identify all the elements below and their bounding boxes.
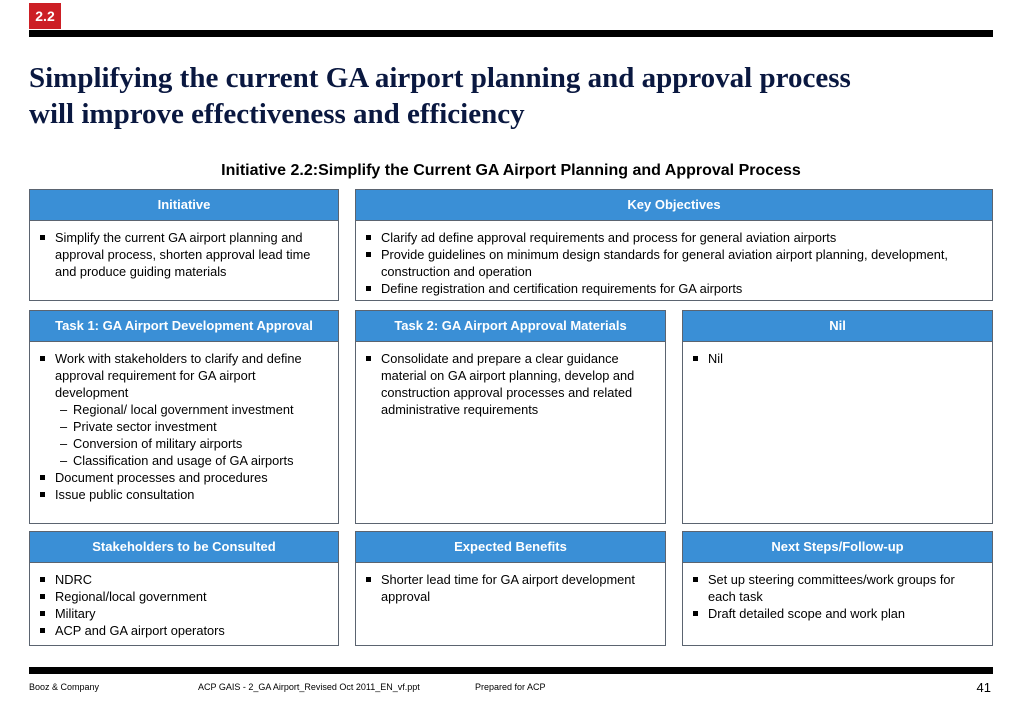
bullet-item: Document processes and procedures — [38, 469, 330, 486]
nil-box — [682, 310, 993, 524]
stakeholders-box — [29, 531, 339, 646]
footer-prepared: Prepared for ACP — [475, 682, 546, 692]
expected-benefits-box — [355, 531, 666, 646]
stakeholders-header: Stakeholders to be Consulted — [30, 532, 338, 563]
bullet-item: Work with stakeholders to clarify and define approval requirement for GA airport development — [38, 350, 330, 401]
task1-box — [29, 310, 339, 524]
bullet-item: Military — [38, 605, 330, 622]
task2-list — [356, 342, 665, 418]
expected-benefits-header: Expected Benefits — [356, 532, 665, 563]
nil-list — [683, 342, 992, 367]
bullet-item: Nil — [691, 350, 984, 367]
bullet-item: Simplify the current GA airport planning and approval process, shorten approval lead time and produce guiding materials — [38, 229, 330, 280]
next-steps-box — [682, 531, 993, 646]
stakeholders-list — [30, 563, 338, 639]
bullet-item: Regional/local government — [38, 588, 330, 605]
sub-bullet-item: – Private sector investment — [38, 418, 330, 435]
nil-header: Nil — [683, 311, 992, 342]
next-steps-list — [683, 563, 992, 622]
page-title — [29, 60, 999, 132]
bullet-item: Provide guidelines on minimum design standards for general aviation airport planning, development, construction and operation — [364, 246, 984, 280]
bottom-rule — [29, 667, 993, 674]
next-steps-header: Next Steps/Follow-up — [683, 532, 992, 563]
bullet-item: Clarify ad define approval requirements and process for general aviation airports — [364, 229, 984, 246]
key-objectives-list — [356, 221, 992, 297]
title-line-1: Simplifying the current GA airport planning and approval process — [29, 62, 851, 94]
bullet-item: Issue public consultation — [38, 486, 330, 503]
key-objectives-header: Key Objectives — [356, 190, 992, 221]
top-rule — [29, 30, 993, 37]
initiative-box — [29, 189, 339, 301]
footer-filename: ACP GAIS - 2_GA Airport_Revised Oct 2011_EN_vf.ppt — [198, 682, 420, 692]
bullet-item: Define registration and certification requirements for GA airports — [364, 280, 984, 297]
sub-bullet-item: – Classification and usage of GA airports — [38, 452, 330, 469]
section-badge: 2.2 — [29, 3, 61, 29]
task1-header: Task 1: GA Airport Development Approval — [30, 311, 338, 342]
key-objectives-box — [355, 189, 993, 301]
footer-company: Booz & Company — [29, 682, 100, 692]
bullet-item: ACP and GA airport operators — [38, 622, 330, 639]
sub-bullet-item: – Regional/ local government investment — [38, 401, 330, 418]
title-line-2: will improve effectiveness and efficiency — [29, 98, 525, 130]
bullet-item: Consolidate and prepare a clear guidance material on GA airport planning, develop and construction approval processes and related administrative requirements — [364, 350, 657, 418]
bullet-item: Draft detailed scope and work plan — [691, 605, 984, 622]
page-number: 41 — [976, 680, 991, 695]
task1-list — [30, 342, 338, 503]
bullet-item: NDRC — [38, 571, 330, 588]
expected-benefits-list — [356, 563, 665, 605]
bullet-item: Shorter lead time for GA airport development approval — [364, 571, 657, 605]
initiative-header: Initiative — [30, 190, 338, 221]
task2-header: Task 2: GA Airport Approval Materials — [356, 311, 665, 342]
initiative-subtitle: Initiative 2.2:Simplify the Current GA Airport Planning and Approval Process — [221, 162, 801, 179]
bullet-item: Set up steering committees/work groups for each task — [691, 571, 984, 605]
initiative-list — [30, 221, 338, 280]
task2-box — [355, 310, 666, 524]
sub-bullet-item: – Conversion of military airports — [38, 435, 330, 452]
